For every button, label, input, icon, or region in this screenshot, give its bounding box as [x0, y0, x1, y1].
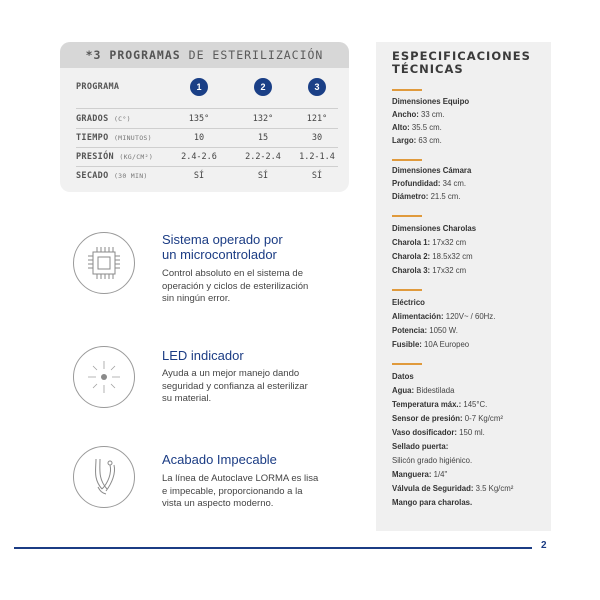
feature-desc-microcontroller: Control absoluto en el sistema de operación y ciclos de esterilización sin ningún error.	[162, 268, 309, 304]
section-accent-line	[392, 89, 422, 91]
spec-row: Agua: Bidestilada	[392, 386, 455, 395]
row-label-tiempo: TIEMPO (MINUTOS)	[76, 133, 152, 143]
section-accent-line	[392, 289, 422, 291]
table-cell: 2.4-2.6	[181, 152, 217, 162]
table-divider	[76, 128, 338, 129]
table-cell: SÍ	[257, 171, 269, 181]
spec-row: Ancho: 33 cm.	[392, 110, 445, 119]
spec-row: Vaso dosificador: 150 ml.	[392, 428, 485, 437]
footer-rule	[14, 547, 532, 549]
table-cell: 135°	[188, 114, 210, 124]
spec-row: Profundidad: 34 cm.	[392, 179, 467, 188]
microcontroller-chip-icon	[73, 232, 135, 294]
page-number: 2	[541, 540, 547, 551]
technical-specs-panel	[376, 42, 551, 531]
spec-heading-equipo: Dimensiones Equipo	[392, 97, 470, 106]
program-3-badge: 3	[308, 78, 326, 96]
row-label-programa: PROGRAMA	[76, 82, 120, 92]
table-divider	[76, 108, 338, 109]
spec-row: Válvula de Seguridad: 3.5 Kg/cm²	[392, 484, 514, 493]
spec-row: Mango para charolas.	[392, 498, 473, 507]
feature-desc-acabado: La línea de Autoclave LORMA es lisa e impecable, proporcionando a la vista un aspecto moderno.	[162, 473, 319, 509]
spec-row: Diámetro: 21.5 cm.	[392, 192, 461, 201]
section-accent-line	[392, 215, 422, 217]
programs-table	[60, 42, 349, 192]
spec-row: Alto: 35.5 cm.	[392, 123, 442, 132]
spec-heading-charolas: Dimensiones Charolas	[392, 224, 477, 233]
feature-title-led: LED indicador	[162, 348, 244, 363]
spec-row: Potencia: 1050 W.	[392, 326, 458, 335]
spec-row: Silicón grado higiénico.	[392, 456, 473, 465]
program-2-badge: 2	[254, 78, 272, 96]
spec-row: Sellado puerta:	[392, 442, 449, 451]
specs-title: ESPECIFICACIONES TÉCNICAS	[392, 49, 531, 76]
spec-heading-camara: Dimensiones Cámara	[392, 166, 472, 175]
program-1-badge: 1	[190, 78, 208, 96]
spec-row: Sensor de presión: 0-7 Kg/cm²	[392, 414, 503, 423]
spec-row: Manguera: 1/4"	[392, 470, 448, 479]
table-cell: 132°	[252, 114, 274, 124]
table-cell: 15	[257, 133, 269, 143]
autoclave-finish-icon	[74, 447, 134, 507]
spec-heading-electrico: Eléctrico	[392, 298, 425, 307]
table-cell: 2.2-2.4	[245, 152, 281, 162]
table-cell: 30	[311, 133, 323, 143]
section-accent-line	[392, 159, 422, 161]
table-divider	[76, 166, 338, 167]
table-cell: 1.2-1.4	[299, 152, 335, 162]
spec-row: Fusible: 10A Europeo	[392, 340, 470, 349]
row-label-presion: PRESIÓN (KG/CM²)	[76, 152, 154, 162]
spec-row: Charola 2: 18.5x32 cm	[392, 252, 473, 261]
spec-row: Charola 1: 17x32 cm	[392, 238, 467, 247]
autoclave-finish-icon	[73, 446, 135, 508]
spec-row: Temperatura máx.: 145°C.	[392, 400, 488, 409]
row-label-secado: SECADO (30 MIN)	[76, 171, 148, 181]
spec-row: Largo: 63 cm.	[392, 136, 442, 145]
spec-heading-datos: Datos	[392, 372, 414, 381]
led-indicator-icon	[73, 346, 135, 408]
table-cell: 10	[193, 133, 205, 143]
microcontroller-chip-icon	[74, 233, 134, 293]
table-cell: 121°	[306, 114, 328, 124]
section-accent-line	[392, 363, 422, 365]
led-indicator-icon	[74, 347, 134, 407]
programs-table-header: *3 PROGRAMAS DE ESTERILIZACIÓN	[60, 42, 349, 68]
spec-row: Charola 3: 17x32 cm	[392, 266, 467, 275]
row-label-grados: GRADOS (C°)	[76, 114, 131, 124]
feature-desc-led: Ayuda a un mejor manejo dando seguridad y confianza al esterilizar su material.	[162, 368, 308, 404]
table-cell: SÍ	[311, 171, 323, 181]
table-divider	[76, 147, 338, 148]
feature-title-acabado: Acabado Impecable	[162, 452, 277, 467]
feature-title-microcontroller: Sistema operado por un microcontrolador	[162, 232, 283, 262]
table-cell: SÍ	[193, 171, 205, 181]
spec-row: Alimentación: 120V~ / 60Hz.	[392, 312, 496, 321]
